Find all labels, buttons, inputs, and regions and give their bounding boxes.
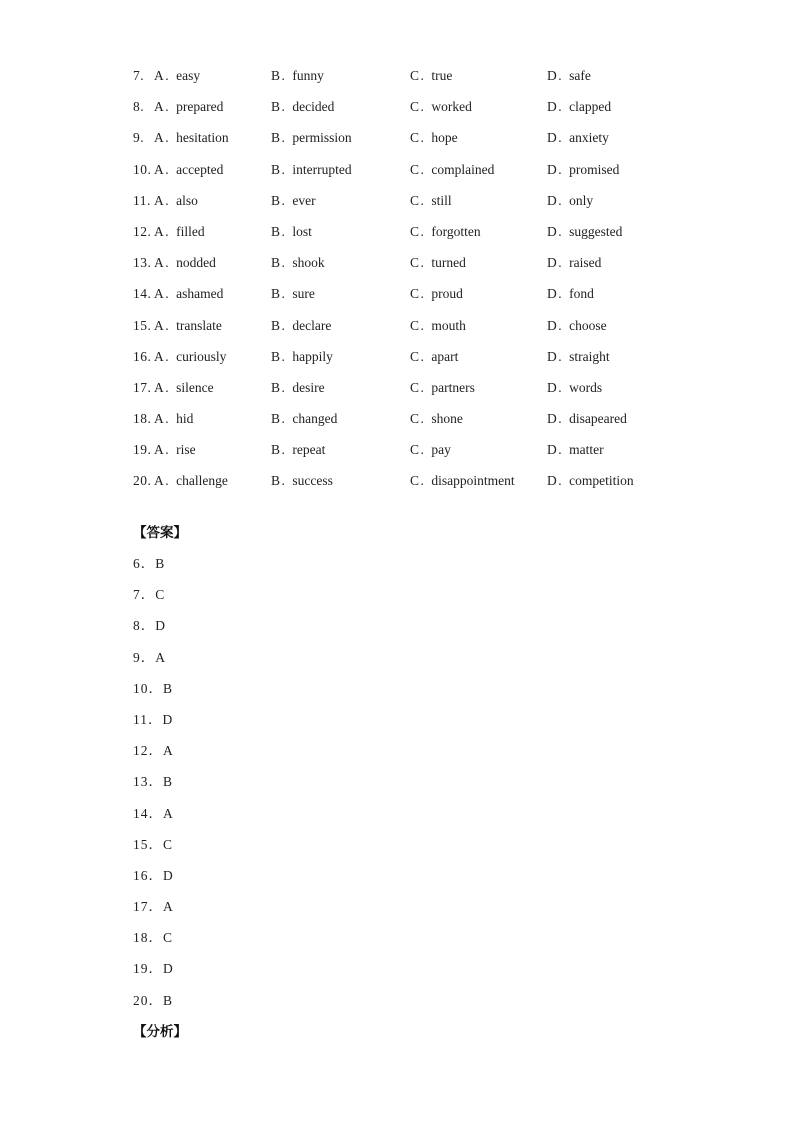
option-letter: B. xyxy=(271,68,287,83)
option-word: interrupted xyxy=(292,161,352,177)
option-word: complained xyxy=(431,161,495,177)
option-letter: C. xyxy=(410,161,426,177)
option-word: lost xyxy=(292,223,312,239)
answer-item: 6．B xyxy=(133,556,166,571)
option-d xyxy=(547,66,591,86)
option-letter: C. xyxy=(410,130,426,146)
option-c xyxy=(410,440,451,460)
option-c xyxy=(410,66,452,86)
answer-item: 12．A xyxy=(133,743,174,759)
option-word: hid xyxy=(176,411,194,427)
option-b xyxy=(271,222,312,242)
option-b xyxy=(271,316,331,336)
answer-item: 18．C xyxy=(133,930,174,946)
option-word: challenge xyxy=(176,473,228,489)
option-word: pay xyxy=(431,442,451,458)
option-word: still xyxy=(431,192,452,208)
option-letter: C. xyxy=(410,286,426,302)
option-word: shone xyxy=(431,411,463,427)
option-word: worked xyxy=(431,99,472,115)
option-word: funny xyxy=(292,68,324,83)
option-d xyxy=(547,409,627,429)
option-b xyxy=(271,284,315,304)
option-d xyxy=(547,347,610,367)
option-word: turned xyxy=(431,255,466,271)
option-word: promised xyxy=(569,161,620,177)
option-a xyxy=(154,440,196,460)
option-a xyxy=(154,347,226,367)
option-word: also xyxy=(176,192,198,208)
answer-item: 7．C xyxy=(133,587,166,603)
option-letter: C. xyxy=(410,223,426,239)
option-word: translate xyxy=(176,317,222,333)
option-c xyxy=(410,128,458,148)
option-letter: C. xyxy=(410,442,426,458)
option-c xyxy=(410,471,515,491)
option-letter: B. xyxy=(271,379,287,395)
option-word: apart xyxy=(431,348,459,364)
answer-item: 20．B xyxy=(133,992,174,1008)
option-word: mouth xyxy=(431,317,466,333)
answer-item: 10．B xyxy=(133,680,174,696)
option-word: safe xyxy=(569,68,591,83)
question-number: 15. xyxy=(133,317,152,333)
option-letter: D. xyxy=(547,317,564,333)
option-letter: B. xyxy=(271,317,287,333)
option-word: easy xyxy=(176,68,201,83)
answer-item: 13．B xyxy=(133,774,174,790)
option-letter: A. xyxy=(154,161,171,177)
option-word: ever xyxy=(292,192,316,208)
option-letter: A. xyxy=(154,223,171,239)
option-letter: D. xyxy=(547,68,564,83)
answer-item: 17．A xyxy=(133,899,174,915)
option-letter: B. xyxy=(271,473,287,489)
option-letter: B. xyxy=(271,411,287,427)
option-letter: A. xyxy=(154,99,171,115)
option-word: permission xyxy=(292,130,352,146)
option-d xyxy=(547,128,609,148)
option-word: straight xyxy=(569,348,610,364)
question-number: 19. xyxy=(133,442,152,458)
option-word: prepared xyxy=(176,99,224,115)
option-b xyxy=(271,440,325,460)
option-word: competition xyxy=(569,473,634,489)
option-word: disapeared xyxy=(569,411,627,427)
answer-item: 19．D xyxy=(133,961,174,977)
option-letter: D. xyxy=(547,255,564,271)
option-letter: C. xyxy=(410,379,426,395)
option-b xyxy=(271,471,333,491)
option-a xyxy=(154,471,228,491)
option-letter: A. xyxy=(154,255,171,271)
option-word: happily xyxy=(292,348,333,364)
question-number: 13. xyxy=(133,255,152,271)
question-number: 16. xyxy=(133,348,152,364)
option-letter: B. xyxy=(271,130,287,146)
question-number: 14. xyxy=(133,286,152,302)
question-number: 7. xyxy=(133,68,145,83)
option-word: raised xyxy=(569,255,602,271)
option-a xyxy=(154,316,222,336)
option-letter: A. xyxy=(154,442,171,458)
option-letter: D. xyxy=(547,286,564,302)
option-letter: B. xyxy=(271,223,287,239)
option-word: curiously xyxy=(176,348,227,364)
option-word: repeat xyxy=(292,442,326,458)
option-d xyxy=(547,253,601,273)
option-letter: B. xyxy=(271,161,287,177)
option-word: filled xyxy=(176,223,205,239)
option-word: sure xyxy=(292,286,315,302)
option-letter: D. xyxy=(547,99,564,115)
option-word: rise xyxy=(176,442,196,458)
question-number: 18. xyxy=(133,411,152,427)
option-word: matter xyxy=(569,442,604,458)
option-word: desire xyxy=(292,379,325,395)
answer-item: 14．A xyxy=(133,805,174,821)
question-number: 9. xyxy=(133,130,145,146)
option-word: clapped xyxy=(569,99,612,115)
option-a xyxy=(154,160,223,180)
option-letter: D. xyxy=(547,130,564,146)
analysis-heading: 【分析】 xyxy=(133,1024,187,1040)
option-word: shook xyxy=(292,255,325,271)
option-word: changed xyxy=(292,411,338,427)
option-letter: D. xyxy=(547,161,564,177)
option-d xyxy=(547,378,602,398)
answers-heading: 【答案】 xyxy=(133,525,187,541)
option-c xyxy=(410,160,494,180)
option-b xyxy=(271,191,316,211)
question-number: 10. xyxy=(133,161,152,177)
option-word: nodded xyxy=(176,255,216,271)
option-word: accepted xyxy=(176,161,224,177)
option-a xyxy=(154,253,216,273)
option-word: forgotten xyxy=(431,223,481,239)
option-word: words xyxy=(569,379,603,395)
option-word: hesitation xyxy=(176,130,229,146)
option-b xyxy=(271,253,325,273)
option-a xyxy=(154,97,223,117)
option-d xyxy=(547,316,607,336)
answer-item: 9．A xyxy=(133,649,166,665)
option-c xyxy=(410,222,481,242)
answer-item: 11．D xyxy=(133,711,174,727)
option-letter: C. xyxy=(410,317,426,333)
option-letter: C. xyxy=(410,411,426,427)
option-word: suggested xyxy=(569,223,623,239)
option-d xyxy=(547,222,622,242)
option-a xyxy=(154,409,193,429)
option-b xyxy=(271,128,352,148)
option-letter: B. xyxy=(271,442,287,458)
option-d xyxy=(547,471,634,491)
option-letter: D. xyxy=(547,442,564,458)
option-letter: C. xyxy=(410,68,426,83)
option-letter: D. xyxy=(547,348,564,364)
option-word: hope xyxy=(431,130,458,146)
question-number: 20. xyxy=(133,473,152,489)
option-word: choose xyxy=(569,317,607,333)
option-letter: C. xyxy=(410,348,426,364)
option-a xyxy=(154,378,214,398)
option-word: anxiety xyxy=(569,130,609,146)
option-word: decided xyxy=(292,99,335,115)
option-c xyxy=(410,253,466,273)
option-letter: D. xyxy=(547,379,564,395)
option-a xyxy=(154,222,205,242)
option-a xyxy=(154,128,229,148)
option-c xyxy=(410,97,472,117)
option-word: partners xyxy=(431,379,475,395)
option-b xyxy=(271,160,352,180)
option-b xyxy=(271,378,325,398)
option-letter: B. xyxy=(271,192,287,208)
option-c xyxy=(410,284,463,304)
option-letter: B. xyxy=(271,286,287,302)
option-b xyxy=(271,66,324,86)
option-c xyxy=(410,347,458,367)
option-letter: C. xyxy=(410,255,426,271)
option-letter: A. xyxy=(154,473,171,489)
question-number: 11. xyxy=(133,192,151,208)
option-word: only xyxy=(569,192,594,208)
option-a xyxy=(154,284,223,304)
option-d xyxy=(547,97,611,117)
option-letter: A. xyxy=(154,130,171,146)
option-word: declare xyxy=(292,317,332,333)
option-letter: C. xyxy=(410,99,426,115)
option-c xyxy=(410,409,463,429)
option-b xyxy=(271,409,337,429)
option-d xyxy=(547,160,619,180)
question-number: 12. xyxy=(133,223,152,239)
option-word: true xyxy=(431,68,453,83)
option-letter: A. xyxy=(154,68,171,83)
option-letter: A. xyxy=(154,286,171,302)
option-word: success xyxy=(292,473,333,489)
option-word: proud xyxy=(431,286,463,302)
option-letter: A. xyxy=(154,192,171,208)
answer-item: 16．D xyxy=(133,867,174,883)
option-letter: A. xyxy=(154,411,171,427)
option-word: silence xyxy=(176,379,214,395)
question-number: 8. xyxy=(133,99,145,115)
option-letter: B. xyxy=(271,99,287,115)
answer-list xyxy=(133,554,174,1022)
option-d xyxy=(547,284,594,304)
option-d xyxy=(547,440,604,460)
option-a xyxy=(154,66,200,86)
answer-item: 15．C xyxy=(133,836,174,852)
option-d xyxy=(547,191,593,211)
option-c xyxy=(410,316,466,336)
option-letter: B. xyxy=(271,255,287,271)
option-word: ashamed xyxy=(176,286,224,302)
option-letter: D. xyxy=(547,223,564,239)
option-letter: A. xyxy=(154,348,171,364)
option-letter: C. xyxy=(410,192,426,208)
option-word: fond xyxy=(569,286,594,302)
option-word: disappointment xyxy=(431,473,515,489)
option-letter: A. xyxy=(154,317,171,333)
option-b xyxy=(271,97,334,117)
option-letter: D. xyxy=(547,473,564,489)
question-number: 17. xyxy=(133,379,152,395)
option-c xyxy=(410,378,475,398)
option-letter: D. xyxy=(547,192,564,208)
option-c xyxy=(410,191,452,211)
option-letter: D. xyxy=(547,411,564,427)
answer-item: 8．D xyxy=(133,618,166,634)
option-a xyxy=(154,191,198,211)
option-letter: C. xyxy=(410,473,426,489)
option-b xyxy=(271,347,333,367)
option-letter: B. xyxy=(271,348,287,364)
option-letter: A. xyxy=(154,379,171,395)
